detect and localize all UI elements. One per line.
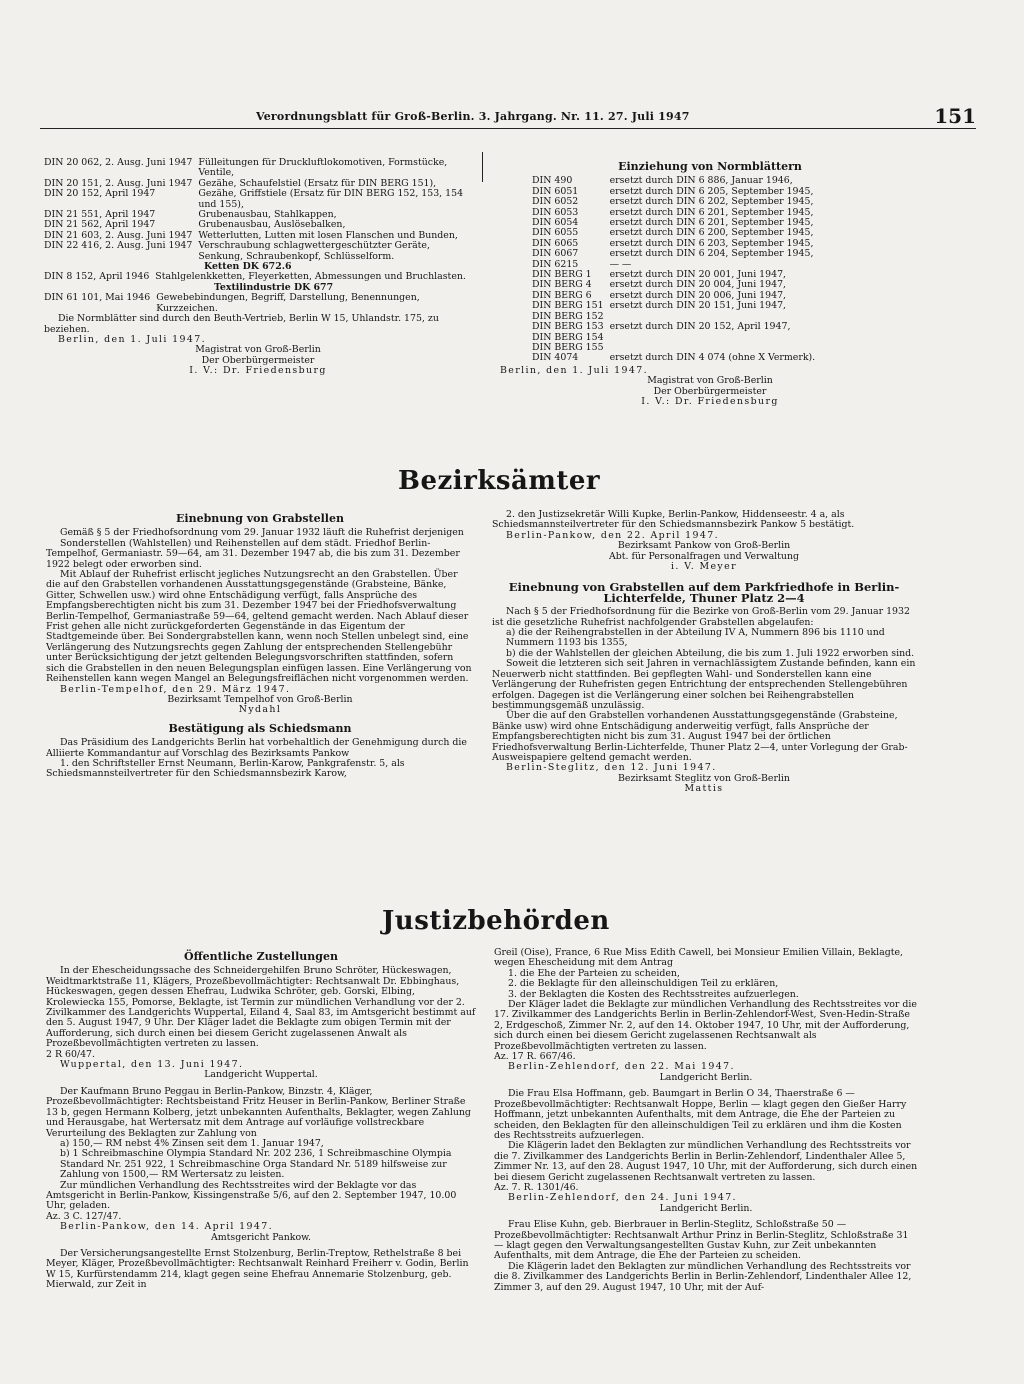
bezirk-right-column xyxy=(492,510,916,795)
page-number: 151 xyxy=(934,104,976,128)
case-number: 2 R 60/47. xyxy=(46,1048,95,1060)
signature-line-1: Magistrat von Groß-Berlin xyxy=(195,344,321,356)
place-date: Berlin-Steglitz, den 12. Juni 1947. xyxy=(506,762,717,774)
replacement: ersetzt durch DIN 6 200, September 1945, xyxy=(609,227,814,239)
replacement: ersetzt durch DIN 6 202, September 1945, xyxy=(609,196,814,208)
signature-line-2: Der Oberbürgermeister xyxy=(201,354,315,366)
din-number: DIN BERG 4 xyxy=(532,279,592,291)
article-title: Bestätigung als Schiedsmann xyxy=(168,721,352,735)
paragraph: 1. den Schriftsteller Ernst Neumann, Berlin-Karow, Pankgrafenstr. 5, als Schiedsmannsteilvertreter für den Schiedsmannsbezirk Karow, xyxy=(46,757,405,780)
din-number: DIN 61 101, Mai 1946 xyxy=(44,292,151,304)
place-date: Berlin-Pankow, den 22. April 1947. xyxy=(506,529,719,541)
list-item: 2. die Beklagte für den alleinschuldigen Teil zu erklären, xyxy=(508,978,779,990)
din-description: Wetterlutten, Lutten mit losen Flanschen und Bunden, xyxy=(198,229,458,241)
table-row xyxy=(532,353,821,363)
replacement: ersetzt durch DIN 4 074 (ohne X Vermerk). xyxy=(609,352,816,364)
replacement: ersetzt durch DIN 6 201, September 1945, xyxy=(609,217,814,229)
din-number: DIN 6215 xyxy=(532,258,579,270)
din-description: Grubenausbau, Auslösebalken, xyxy=(198,219,346,231)
replacement: ersetzt durch DIN 6 203, September 1945, xyxy=(609,237,814,249)
replacement: ersetzt durch DIN 20 001, Juni 1947, xyxy=(609,269,787,281)
running-title: Verordnungsblatt für Groß-Berlin. 3. Jahrgang. Nr. 11. 27. Juli 1947 xyxy=(256,110,690,123)
table-row xyxy=(44,158,472,179)
din-number: DIN 20 062, 2. Ausg. Juni 1947 xyxy=(44,157,193,168)
signature-line-1: Magistrat von Groß-Berlin xyxy=(647,375,773,387)
paragraph: 2. den Justizsekretär Willi Kupke, Berlin-Pankow, Hiddenseestr. 4 a, als Schiedsmannsteilvertreter für den Schiedsmannsbezirk Pankow 5 bestätigt. xyxy=(492,509,855,531)
replacement: ersetzt durch DIN 20 151, Juni 1947, xyxy=(609,300,787,312)
list-item: 3. der Beklagten die Kosten des Rechtsstreites aufzuerlegen. xyxy=(508,988,799,1000)
din-table-3 xyxy=(44,293,472,314)
replacement: ersetzt durch DIN 20 006, Juni 1947, xyxy=(609,289,787,301)
din-number: DIN 21 551, April 1947 xyxy=(44,209,156,221)
din-number: DIN 22 416, 2. Ausg. Juni 1947 xyxy=(44,240,193,252)
din-number: DIN 8 152, April 1946 xyxy=(44,271,150,283)
din-number: DIN 6052 xyxy=(532,196,579,208)
din-number: DIN BERG 1 xyxy=(532,269,592,281)
section-heading-justizbehoerden: Justizbehörden xyxy=(382,906,610,936)
place-date: Berlin-Zehlendorf, den 22. Mai 1947. xyxy=(508,1061,735,1073)
einziehung-table xyxy=(532,176,821,363)
case-number: Az. 7. R. 1301/46. xyxy=(494,1181,579,1193)
din-description: Gezähe, Griffstiele (Ersatz für DIN BERG 152, 153, 154 und 155), xyxy=(198,188,464,210)
signature-line-3: i. V. Meyer xyxy=(671,561,737,573)
paragraph: Soweit die letzteren sich seit Jahren in vernachlässigtem Zustande befinden, kann ein Neuerwerb nicht stattfinden. Bei gepflegten Wahl- und Sonderstellen kann eine Verlängerung der Ruhefristen gegen Entrichtung der entsprechenden Stellengebühren erfolgen. Dagegen ist die Verlängerung einer solchen bei Reihengrabstellen bestimmungsgemäß unzulässig. xyxy=(492,658,916,711)
din-number: DIN BERG 6 xyxy=(532,289,592,301)
einziehung-block xyxy=(500,158,920,407)
din-number: DIN BERG 155 xyxy=(532,341,604,353)
replacement: ersetzt durch DIN 6 204, September 1945, xyxy=(609,248,814,260)
list-item: 1. die Ehe der Parteien zu scheiden, xyxy=(508,967,680,979)
beuth-note: Die Normblätter sind durch den Beuth-Vertrieb, Berlin W 15, Uhlandstr. 175, zu beziehen. xyxy=(44,313,439,335)
court-name: Landgericht Berlin. xyxy=(659,1071,753,1083)
paragraph: Die Frau Elsa Hoffmann, geb. Baumgart in Berlin O 34, Thaerstraße 6 — Prozeßbevollmächtigter: Rechtsanwalt Hoppe, Berlin — klagt gegen den Gießer Harry Hoffmann, jetzt unbekannten Aufenthalts, mit dem Antrage, die Ehe der Parteien zu scheiden, den Beklagten für den alleinschuldigen Teil zu erklären und ihm die Kosten des Rechtsstreits aufzuerlegen. xyxy=(494,1088,907,1141)
paragraph: In der Ehescheidungssache des Schneidergehilfen Bruno Schröter, Hückeswagen, Weidtmarktstraße 11, Klägers, Prozeßbevollmächtigter: Rechtsanwalt Dr. Ebbinghaus, Hückeswagen, gegen dessen Ehefrau, Ludwika Schröter, geb. Gorski, Elbing, Krolewiecka 155, Pomorse, Beklagte, ist Termin zur mündlichen Verhandlung vor der 2. Zivilkammer des Landgerichts Wuppertal, Eiland 4, Saal 83, im Amtsgericht bestimmt auf den 5. August 1947, 9 Uhr. Der Kläger ladet die Beklagte zum obigen Termin mit der Aufforderung, sich durch einen bei diesem Gericht zugelassenen Anwalt als Prozeßbevollmächtigten vertreten zu lassen. xyxy=(46,965,476,1050)
signature-line-2: Abt. für Personalfragen und Verwaltung xyxy=(608,550,800,562)
replacement: ersetzt durch DIN 20 152, April 1947, xyxy=(609,321,791,333)
list-item: b) die der Wahlstellen der gleichen Abteilung, die bis zum 1. Juli 1922 erworben sind. xyxy=(506,647,915,659)
signature-line-1: Bezirksamt Tempelhof von Groß-Berlin xyxy=(167,693,353,705)
din-number: DIN BERG 153 xyxy=(532,321,604,333)
din-number: DIN 21 562, April 1947 xyxy=(44,219,156,231)
replacement: ersetzt durch DIN 6 886, Januar 1946, xyxy=(609,175,793,187)
din-number: DIN 6053 xyxy=(532,206,579,218)
paragraph: Der Kläger ladet die Beklagte zur mündlichen Verhandlung des Rechtsstreites vor die 17. Zivilkammer des Landgerichts Berlin in Berlin-Zehlendorf-West, Sven-Hedin-Straße 2, Erdgeschoß, Zimmer Nr. 2, auf den 14. Oktober 1947, 10 Uhr, mit der Aufforderung, sich durch einen bei diesem Gericht zugelassenen Rechtsanwalt als Prozeßbevollmächtigten vertreten zu lassen. xyxy=(494,999,917,1052)
paragraph: Der Versicherungsangestellte Ernst Stolzenburg, Berlin-Treptow, Rethelstraße 8 bei Meyer, Kläger, Prozeßbevollmächtigter: Rechtsanwalt Reinhard Freiherr v. Godin, Berlin W 15, Kurfürstendamm 214, klagt gegen seine Ehefrau Annemarie Stolzenburg, geb. Mierwald, zur Zeit in xyxy=(46,1247,469,1291)
replacement: ersetzt durch DIN 6 201, September 1945, xyxy=(609,206,814,218)
signature-line-1: Bezirksamt Pankow von Groß-Berlin xyxy=(617,540,791,552)
paragraph: Der Kaufmann Bruno Peggau in Berlin-Pankow, Binzstr. 4, Kläger, Prozeßbevollmächtigter: Rechtsbeistand Fritz Heuser in Berlin-Pankow, Berliner Straße 13 b, gegen Hermann Kolberg, jetzt unbekannten Aufenthalts, Beklagter, wegen Zahlung und Herausgabe, hat Wertersatz mit dem Antrage auf vorläufige vollstreckbare Verurteilung des Beklagten zur Zahlung von xyxy=(46,1085,471,1139)
column-divider-top xyxy=(482,152,483,182)
paragraph: Frau Elise Kuhn, geb. Bierbrauer in Berlin-Steglitz, Schloßstraße 50 — Prozeßbevollmächtigter: Rechtsanwalt Arthur Prinz in Berlin-Steglitz, Schloßstraße 31 — klagt gegen den Verwaltungsangestellten Gustav Kuhn, zur Zeit unbekannten Aufenthalts, mit dem Antrage, die Ehe der Parteien zu scheiden. xyxy=(494,1219,909,1262)
place-date: Berlin-Zehlendorf, den 24. Juni 1947. xyxy=(508,1192,737,1204)
signature-line-2: Mattis xyxy=(684,783,724,795)
din-number: DIN 490 xyxy=(532,175,573,187)
din-description: Gezähe, Schaufelstiel (Ersatz für DIN BERG 151), xyxy=(198,177,437,189)
din-number: DIN 21 603, 2. Ausg. Juni 1947 xyxy=(44,229,193,241)
din-table-1 xyxy=(44,158,472,262)
table-row xyxy=(44,189,472,210)
replacement xyxy=(610,333,822,343)
paragraph: Sonderstellen (Wahlstellen) und Reihenstellen auf dem städt. Friedhof Berlin-Tempelhof, Germaniastr. 59—64, am 31. Dezember 1947 ab, die bis zum 31. Dezember 1922 belegt oder erworben sind. xyxy=(46,537,460,570)
signature-line-2: Der Oberbürgermeister xyxy=(653,385,767,397)
list-item: b) 1 Schreibmaschine Olympia Standard Nr. 202 236, 1 Schreibmaschine Olympia Standard Nr. 251 922, 1 Schreibmaschine Orga Standard Nr. 5189 hilfsweise zur Zahlung von 1500,— RM Wertersatz zu leisten. xyxy=(60,1148,452,1181)
din-number: DIN 6067 xyxy=(532,248,579,260)
din-number: DIN 6051 xyxy=(532,185,579,197)
din-number: DIN 6055 xyxy=(532,227,579,239)
din-list-left xyxy=(44,158,472,377)
court-name: Landgericht Berlin. xyxy=(659,1202,753,1214)
case-number: Az. 17 R. 667/46. xyxy=(494,1051,576,1063)
din-description: Verschraubung schlagwettergeschützter Geräte, Senkung, Schraubenkopf, Schlüsselform. xyxy=(198,240,430,262)
section-heading-bezirksaemter: Bezirksämter xyxy=(398,466,601,496)
replacement: ersetzt durch DIN 6 205, September 1945, xyxy=(609,185,814,197)
table-row xyxy=(532,322,821,332)
paragraph: Gemäß § 5 der Friedhofsordnung vom 29. Januar 1932 läuft die Ruhefrist derjenigen xyxy=(60,527,464,539)
replacement: ersetzt durch DIN 20 004, Juni 1947, xyxy=(609,279,787,291)
din-description: Grubenausbau, Stahlkappen, xyxy=(198,209,337,221)
subheading-ketten: Ketten DK 672.6 xyxy=(204,261,292,273)
subheading-textil: Textilindustrie DK 677 xyxy=(214,281,334,293)
din-number: DIN 20 152, April 1947 xyxy=(44,188,156,200)
justiz-left-column xyxy=(46,948,476,1291)
signature-line-2: Nydahl xyxy=(238,704,282,716)
paragraph: Über die auf den Grabstellen vorhandenen Ausstattungsgegenstände (Grabsteine, Bänke usw) wird ohne Entschädigung anderweitig verfügt, falls Ansprüche der Empfangsberechtigten nicht bis zum 31. August 1947 bei der örtlichen Friedhofsverwaltung Berlin-Lichterfelde, Thuner Platz 2—4, unter Vorlegung der Grab-Ausweispapiere geltend gemacht werden. xyxy=(492,710,908,763)
place-date: Wuppertal, den 13. Juni 1947. xyxy=(60,1059,244,1071)
din-number: DIN 4074 xyxy=(532,352,579,364)
din-number: DIN 20 151, 2. Ausg. Juni 1947 xyxy=(44,177,193,189)
list-item: a) 150,— RM nebst 4% Zinsen seit dem 1. Januar 1947, xyxy=(60,1137,324,1149)
bezirk-left-column xyxy=(46,510,474,780)
paragraph: Greil (Oise), France, 6 Rue Miss Edith Cawell, bei Monsieur Emilien Villain, Beklagte, wegen Ehescheidung mit dem Antrag xyxy=(494,947,904,969)
paragraph: Das Präsidium des Landgerichts Berlin hat vorbehaltlich der Genehmigung durch die Alliierte Kommandantur auf Vorschlag des Bezirksamts Pankow xyxy=(46,737,467,759)
signature-line-3: I. V.: Dr. Friedensburg xyxy=(189,365,327,377)
place-date: Berlin, den 1. Juli 1947. xyxy=(500,364,649,376)
header-rule xyxy=(40,128,976,129)
court-name: Landgericht Wuppertal. xyxy=(204,1069,318,1081)
table-row xyxy=(44,241,472,262)
din-number: DIN BERG 154 xyxy=(532,331,604,343)
din-description: Stahlgelenkketten, Fleyerketten, Abmessungen und Bruchlasten. xyxy=(155,271,466,283)
din-number: DIN BERG 151 xyxy=(532,300,604,312)
din-description: Gewebebindungen, Begriff, Darstellung, Benennungen, Kurzzeichen. xyxy=(156,292,420,314)
court-name: Amtsgericht Pankow. xyxy=(210,1231,312,1243)
place-date: Berlin-Tempelhof, den 29. März 1947. xyxy=(60,683,291,695)
din-number: DIN 6054 xyxy=(532,217,579,229)
case-number: Az. 3 C. 127/47. xyxy=(46,1210,122,1222)
replacement: — — xyxy=(609,258,632,270)
page-header xyxy=(256,104,976,128)
paragraph: Mit Ablauf der Ruhefrist erlischt jegliches Nutzungsrecht an den Grabstellen. Über die auf den Grabstellen vorhandenen Ausstattungsgegenstände (Grabsteine, Bänke, Gitter, Schwellen usw.) wird ohne Entschädigung verfügt, falls Ansprüche des Empfangsberechtigten nicht bis zum 31. Dezember 1947 bei der Friedhofsverwaltung Berlin-Tempelhof, Germaniastraße 59—64, geltend gemacht werden. Nach Ablauf dieser Frist gehen alle nicht zurückgeforderten Gegenstände in das Eigentum der Stadtgemeinde über. Bei Sondergrabstellen kann, wenn noch Stellen unbelegt sind, eine Verlängerung des Nutzungsrechts gegen Zahlung der entsprechenden Stellengebühr unter Berücksichtigung der jetzt geltenden Belegungsvorschriften stattfinden, sofern sich die Grabstellen in den neuen Belegungsplan einfügen lassen. Eine Verlängerung von Reihenstellen kann wegen Mangel an Belegungsfreiflächen nicht vorgenommen werden. xyxy=(46,569,472,685)
paragraph: Nach § 5 der Friedhofsordnung für die Bezirke von Groß-Berlin vom 29. Januar 1932 ist die gesetzliche Ruhefrist nachfolgender Grabstellen abgelaufen: xyxy=(492,606,910,628)
din-number: DIN BERG 152 xyxy=(532,310,604,322)
justiz-right-column xyxy=(494,948,918,1293)
paragraph: Die Klägerin ladet den Beklagten zur mündlichen Verhandlung des Rechtsstreits vor die 7. Zivilkammer des Landgerichts Berlin in Berlin-Zehlendorf, Lindenthaler Allee 5, Zimmer Nr. 13, auf den 28. August 1947, 10 Uhr, mit der Aufforderung, sich durch einen bei diesem Gericht zugelassenen Rechtsanwalt vertreten zu lassen. xyxy=(494,1140,918,1183)
article-title: Einebnung von Grabstellen xyxy=(176,512,344,525)
place-date: Berlin-Pankow, den 14. April 1947. xyxy=(60,1221,273,1233)
din-description: Fülleitungen für Druckluftlokomotiven, Formstücke, Ventile, xyxy=(198,157,448,179)
signature-line-1: Bezirksamt Steglitz von Groß-Berlin xyxy=(618,772,790,784)
einziehung-title: Einziehung von Normblättern xyxy=(618,160,802,173)
din-number: DIN 6065 xyxy=(532,237,579,249)
signature-line-3: I. V.: Dr. Friedensburg xyxy=(641,395,779,407)
table-row xyxy=(44,293,472,314)
article-title: Öffentliche Zustellungen xyxy=(184,950,338,963)
paragraph: Die Klägerin ladet den Beklagten zur mündlichen Verhandlung des Rechtsstreits vor die 8. Zivilkammer des Landgerichts Berlin in Berlin-Zehlendorf, Lindenthaler Allee 12, Zimmer 3, auf den 29. August 1947, 10 Uhr, mit der Auf- xyxy=(494,1260,912,1293)
paragraph: Zur mündlichen Verhandlung des Rechtsstreites wird der Beklagte vor das Amtsgericht in Berlin-Pankow, Kissingenstraße 5/6, auf den 2. September 1947, 10.00 Uhr, geladen. xyxy=(46,1179,457,1212)
place-date: Berlin, den 1. Juli 1947. xyxy=(58,333,207,345)
list-item: a) die der Reihengrabstellen in der Abteilung IV A, Nummern 896 bis 1110 und Nummern 1193 bis 1355, xyxy=(506,627,885,649)
article-title: Einebnung von Grabstellen auf dem Parkfriedhofe in Berlin-Lichterfelde, Thuner Platz 2—4 xyxy=(508,580,900,605)
